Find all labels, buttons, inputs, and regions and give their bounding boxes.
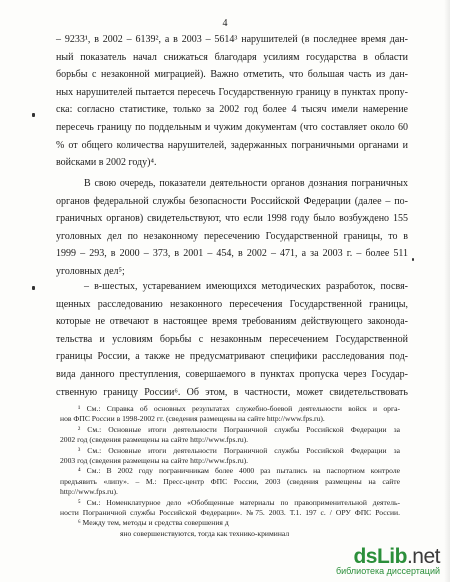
text-line: уголовных дел⁵;	[56, 265, 125, 277]
page-edge-shadow	[444, 0, 450, 582]
text-line: органов федеральной службы безопасности Российской Федерации (далее – по-	[56, 195, 408, 207]
text-line: ных нарушителей пытается пересечь Государственную границу в пунктах пропу-	[56, 86, 408, 98]
text-line: которые не отвечают в настоящее время требованиям действующего законода-	[56, 316, 408, 328]
text-line: борьбы с незаконной миграцией). Важно отметить, что большая часть из дан-	[56, 69, 408, 81]
footnote-line: 2003 год (сведения размещены на сайте http://www.fps.ru).	[60, 455, 249, 465]
text-line: тельства и условиям борьбы с незаконным пересечением Государственной	[56, 333, 408, 345]
dslib-logo[interactable]	[336, 545, 440, 576]
text-line: щенных расследованию незаконного пересечения Государственной границы,	[56, 298, 408, 310]
footnote-line: ности Пограничной службы Российской Федерации». №75. 2003. Т.1. 197 с. / ОРУ ФПС России.	[60, 507, 400, 517]
footnote-separator	[140, 399, 222, 400]
footnote-line: ³ См.: Основные итоги деятельности Пограничной службы Российской Федерации за	[78, 445, 400, 455]
text-line: % от общего количества нарушителей, задержанных пограничными органами и	[56, 139, 408, 151]
footnote-line: нов ФПС России в 1998-2002 гг. (сведения размещены на сайте http://www.fps.ru).	[60, 414, 325, 424]
text-line: – в-шестых, устареванием имеющихся методических разработок, посвя-	[84, 281, 408, 292]
logo-subtitle: библиотека диссертаций	[335, 566, 440, 576]
text-line: ственную границу России⁶. Об этом, в частности, может свидетельствовать	[56, 386, 408, 398]
footnote-line: ⁴ См.: В 2002 году пограничникам более 4000 раз пытались на паспортном контроле	[78, 466, 400, 476]
scan-mark	[32, 286, 35, 290]
text-line: границы России, а также не предусматривают специфики расследования под-	[56, 351, 408, 363]
footnote-line: ¹ См.: Справка об основных результатах служебно-боевой деятельности войск и орга-	[78, 404, 400, 413]
text-line: уголовных дел по незаконному пересечению Государственной границы, то в	[56, 230, 408, 242]
paragraph-2	[56, 175, 408, 281]
footnote-line: предъявить «липу». – М.: Пресс-центр ФПС России, 2003 (сведения размещены на сайте	[60, 476, 400, 486]
text-line: войсками в 2002 году)⁴.	[56, 157, 157, 169]
logo-wordmark: dsLib.net	[353, 545, 440, 568]
paragraph-3	[56, 278, 408, 401]
text-line: В свою очередь, показатели деятельности органов дознания пограничных	[84, 178, 408, 189]
paragraph-1	[56, 31, 408, 172]
text-line: вида данного преступления, совершаемого в пунктах пропуска через Государ-	[56, 368, 408, 380]
footnote-line: http://www.fps.ru).	[60, 487, 118, 497]
text-line: ный показатель начал снижаться благодаря усилиям государства в области	[56, 51, 408, 63]
footnote-line: ² См.: Основные итоги деятельности Пограничной службы Российской Федерации за	[78, 424, 400, 434]
text-line: 1999 – 293, в 2000 – 373, в 2001 – 454, в 2002 – 471, а за 2003 г. – более 511	[56, 248, 408, 260]
text-line: граничных органов) свидетельствуют, что если 1998 году было возбуждено 155	[56, 213, 408, 225]
footnotes	[60, 404, 400, 539]
footnote-line: 2002 год (сведения размещены на сайте http://www.fps.ru).	[60, 435, 249, 445]
text-line: – 9233¹, в 2002 – 6139², а в 2003 – 5614³ нарушителей (в последнее время дан-	[56, 34, 408, 45]
text-line: пересечь границу по поддельным и чужим документам (что составляет около 60	[56, 121, 408, 133]
scan-mark	[32, 113, 35, 117]
text-line: ска: согласно статистике, только за 2002 год более 4 тысяч имели намерение	[56, 104, 408, 116]
scan-mark	[412, 258, 414, 261]
page-number: 4	[222, 18, 228, 29]
footnote-line: ⁶ Между тем, методы и средства совершения д	[78, 518, 229, 528]
footnote-line: ⁵ См.: Номенклатурное дело «Обобщенные материалы по правоприменительной деятель-	[78, 497, 400, 507]
footnote-line: яно совершенствуются, тогда как технико-криминал	[120, 528, 290, 538]
